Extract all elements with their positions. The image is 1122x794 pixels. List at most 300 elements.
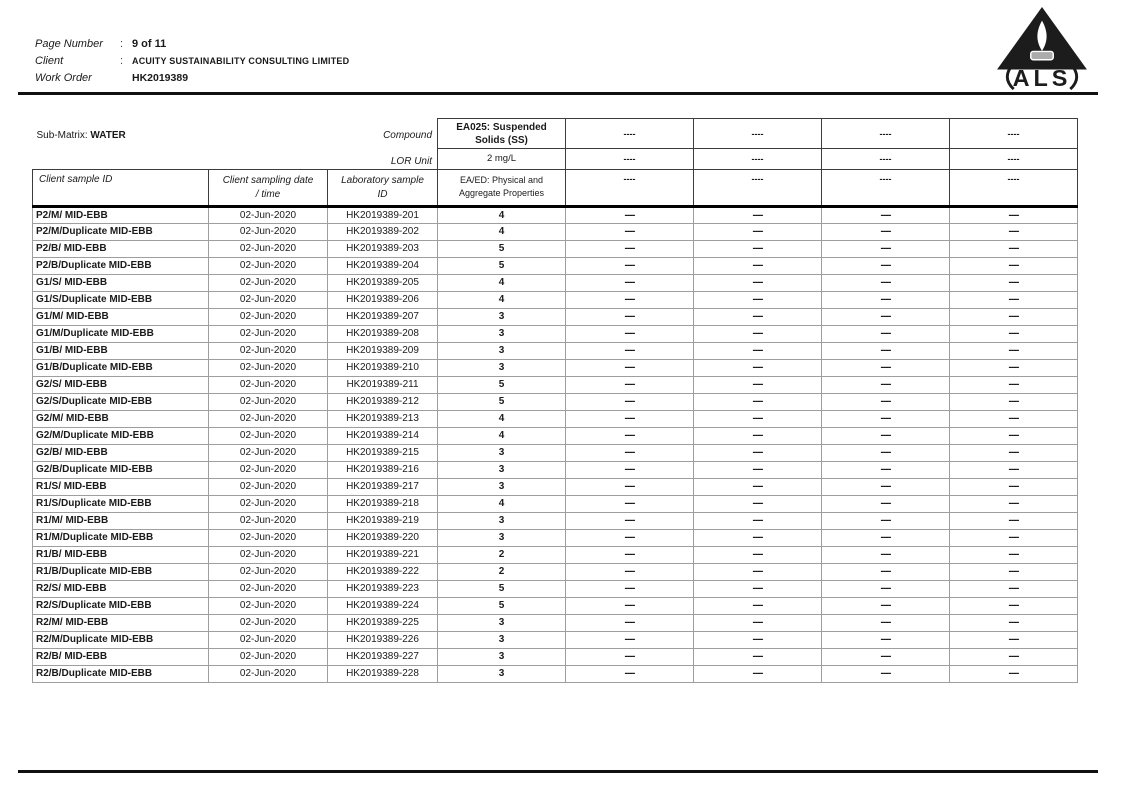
sampling-date-cell: 02-Jun-2020 <box>209 563 328 580</box>
analyte-name-line2: Solids (SS) <box>475 134 528 146</box>
result-placeholder-cell: ---- <box>694 614 822 631</box>
table-row <box>33 223 1078 240</box>
result-placeholder-cell: ---- <box>566 580 694 597</box>
result-placeholder-cell: ---- <box>822 393 950 410</box>
work-order-label: Work Order <box>35 72 92 84</box>
table-row <box>33 546 1078 563</box>
table-row <box>33 563 1078 580</box>
client-sample-id-cell: G1/S/Duplicate MID-EBB <box>33 291 209 308</box>
lab-sample-id-cell: HK2019389-204 <box>328 257 438 274</box>
sampling-date-cell: 02-Jun-2020 <box>209 546 328 563</box>
sampling-date-cell: 02-Jun-2020 <box>209 614 328 631</box>
method-placeholder-cell: ---- <box>950 169 1078 206</box>
client-value: ACUITY SUSTAINABILITY CONSULTING LIMITED <box>132 56 350 66</box>
lor-unit-row <box>33 149 1078 170</box>
compound-placeholder-cell: ---- <box>566 119 694 149</box>
result-placeholder-cell: ---- <box>950 461 1078 478</box>
table-row <box>33 512 1078 529</box>
result-value-cell: 3 <box>438 648 566 665</box>
lab-sample-id-cell: HK2019389-202 <box>328 223 438 240</box>
lab-sample-id-cell: HK2019389-213 <box>328 410 438 427</box>
lab-sample-id-cell: HK2019389-210 <box>328 359 438 376</box>
lab-sample-id-cell: HK2019389-224 <box>328 597 438 614</box>
method-placeholder-cell: ---- <box>822 169 950 206</box>
sampling-date-cell: 02-Jun-2020 <box>209 512 328 529</box>
table-row <box>33 257 1078 274</box>
sampling-date-cell: 02-Jun-2020 <box>209 359 328 376</box>
results-table <box>32 118 1078 683</box>
result-placeholder-cell: ---- <box>822 648 950 665</box>
sampling-date-cell: 02-Jun-2020 <box>209 274 328 291</box>
table-row <box>33 342 1078 359</box>
submatrix-compound-cell <box>33 119 438 149</box>
result-placeholder-cell: ---- <box>950 291 1078 308</box>
result-placeholder-cell: ---- <box>694 376 822 393</box>
result-placeholder-cell: ---- <box>694 257 822 274</box>
sampling-date-cell: 02-Jun-2020 <box>209 648 328 665</box>
result-placeholder-cell: ---- <box>950 376 1078 393</box>
sampling-date-cell: 02-Jun-2020 <box>209 240 328 257</box>
result-placeholder-cell: ---- <box>950 495 1078 512</box>
result-value-cell: 3 <box>438 308 566 325</box>
result-placeholder-cell: ---- <box>694 240 822 257</box>
client-sample-id-cell: R1/M/Duplicate MID-EBB <box>33 529 209 546</box>
lor-unit-label: LOR Unit <box>390 155 432 167</box>
result-placeholder-cell: ---- <box>566 359 694 376</box>
result-placeholder-cell: ---- <box>950 580 1078 597</box>
lab-sample-id-cell: HK2019389-217 <box>328 478 438 495</box>
result-placeholder-cell: ---- <box>566 597 694 614</box>
result-placeholder-cell: ---- <box>950 410 1078 427</box>
sampling-date-cell: 02-Jun-2020 <box>209 393 328 410</box>
sampling-date-cell: 02-Jun-2020 <box>209 461 328 478</box>
table-row <box>33 597 1078 614</box>
result-placeholder-cell: ---- <box>822 461 950 478</box>
result-value-cell: 5 <box>438 393 566 410</box>
lab-sample-id-cell: HK2019389-207 <box>328 308 438 325</box>
lab-sample-id-cell: HK2019389-219 <box>328 512 438 529</box>
result-placeholder-cell: ---- <box>950 393 1078 410</box>
lab-sample-id-cell: HK2019389-225 <box>328 614 438 631</box>
sub-matrix-value: WATER <box>90 129 126 141</box>
result-value-cell: 4 <box>438 410 566 427</box>
result-placeholder-cell: ---- <box>822 206 950 223</box>
result-value-cell: 3 <box>438 665 566 682</box>
sampling-date-cell: 02-Jun-2020 <box>209 665 328 682</box>
result-value-cell: 3 <box>438 325 566 342</box>
work-order-row <box>35 72 349 84</box>
result-placeholder-cell: ---- <box>566 325 694 342</box>
result-placeholder-cell: ---- <box>694 393 822 410</box>
result-placeholder-cell: ---- <box>950 240 1078 257</box>
client-sample-id-cell: P2/B/ MID-EBB <box>33 240 209 257</box>
result-placeholder-cell: ---- <box>950 359 1078 376</box>
result-placeholder-cell: ---- <box>822 563 950 580</box>
result-placeholder-cell: ---- <box>694 308 822 325</box>
result-placeholder-cell: ---- <box>566 444 694 461</box>
result-value-cell: 4 <box>438 427 566 444</box>
method-line2: Aggregate Properties <box>458 187 545 198</box>
page-number-separator: : <box>120 38 124 50</box>
result-placeholder-cell: ---- <box>822 223 950 240</box>
result-placeholder-cell: ---- <box>694 563 822 580</box>
sampling-date-cell: 02-Jun-2020 <box>209 325 328 342</box>
result-placeholder-cell: ---- <box>950 308 1078 325</box>
result-placeholder-cell: ---- <box>694 206 822 223</box>
header-rule <box>18 92 1098 95</box>
result-placeholder-cell: ---- <box>822 376 950 393</box>
client-sample-id-cell: R2/S/Duplicate MID-EBB <box>33 597 209 614</box>
result-placeholder-cell: ---- <box>822 342 950 359</box>
lab-sample-id-cell: HK2019389-208 <box>328 325 438 342</box>
result-placeholder-cell: ---- <box>566 461 694 478</box>
result-value-cell: 5 <box>438 240 566 257</box>
result-placeholder-cell: ---- <box>822 614 950 631</box>
result-placeholder-cell: ---- <box>694 665 822 682</box>
result-placeholder-cell: ---- <box>694 461 822 478</box>
lor-placeholder-cell: ---- <box>822 149 950 170</box>
result-placeholder-cell: ---- <box>566 648 694 665</box>
compound-label: Compound <box>383 129 432 141</box>
lab-sample-id-cell: HK2019389-215 <box>328 444 438 461</box>
sampling-date-cell: 02-Jun-2020 <box>209 410 328 427</box>
result-placeholder-cell: ---- <box>950 342 1078 359</box>
result-placeholder-cell: ---- <box>822 291 950 308</box>
result-placeholder-cell: ---- <box>822 529 950 546</box>
table-row <box>33 580 1078 597</box>
result-value-cell: 3 <box>438 444 566 461</box>
client-sample-id-cell: G1/M/Duplicate MID-EBB <box>33 325 209 342</box>
method-line1: EA/ED: Physical and <box>459 174 544 185</box>
table-row <box>33 274 1078 291</box>
result-value-cell: 5 <box>438 257 566 274</box>
result-placeholder-cell: ---- <box>822 580 950 597</box>
lab-sample-id-cell: HK2019389-212 <box>328 393 438 410</box>
sampling-date-cell: 02-Jun-2020 <box>209 631 328 648</box>
result-placeholder-cell: ---- <box>950 546 1078 563</box>
result-value-cell: 3 <box>438 342 566 359</box>
result-placeholder-cell: ---- <box>822 546 950 563</box>
column-header-client-sample-id: Client sample ID <box>33 169 209 206</box>
result-placeholder-cell: ---- <box>822 359 950 376</box>
client-sample-id-cell: R2/M/Duplicate MID-EBB <box>33 631 209 648</box>
result-value-cell: 3 <box>438 359 566 376</box>
result-placeholder-cell: ---- <box>950 512 1078 529</box>
lab-sample-id-cell: HK2019389-228 <box>328 665 438 682</box>
result-placeholder-cell: ---- <box>694 478 822 495</box>
table-row <box>33 359 1078 376</box>
lab-sample-id-cell: HK2019389-201 <box>328 206 438 223</box>
result-placeholder-cell: ---- <box>950 631 1078 648</box>
table-row <box>33 614 1078 631</box>
result-value-cell: 5 <box>438 597 566 614</box>
result-placeholder-cell: ---- <box>822 665 950 682</box>
result-placeholder-cell: ---- <box>566 308 694 325</box>
lab-sample-id-cell: HK2019389-203 <box>328 240 438 257</box>
column-header-sampling-date <box>209 169 328 206</box>
result-placeholder-cell: ---- <box>822 274 950 291</box>
client-sample-id-cell: G1/M/ MID-EBB <box>33 308 209 325</box>
sampling-date-cell: 02-Jun-2020 <box>209 597 328 614</box>
analyte-name-cell <box>438 119 566 149</box>
page-number-label: Page Number <box>35 38 103 50</box>
client-sample-id-cell: G1/B/Duplicate MID-EBB <box>33 359 209 376</box>
als-logo-icon <box>992 5 1092 91</box>
result-placeholder-cell: ---- <box>694 512 822 529</box>
lab-sample-id-cell: HK2019389-211 <box>328 376 438 393</box>
lor-unit-value-cell: 2 mg/L <box>438 149 566 170</box>
client-sample-id-cell: R1/B/ MID-EBB <box>33 546 209 563</box>
client-sample-id-cell: G1/B/ MID-EBB <box>33 342 209 359</box>
compound-placeholder-cell: ---- <box>694 119 822 149</box>
result-value-cell: 3 <box>438 478 566 495</box>
table-row <box>33 444 1078 461</box>
client-sample-id-cell: R1/M/ MID-EBB <box>33 512 209 529</box>
result-placeholder-cell: ---- <box>950 614 1078 631</box>
sampling-date-cell: 02-Jun-2020 <box>209 223 328 240</box>
table-row <box>33 529 1078 546</box>
sampling-date-line1: Client sampling date <box>222 174 314 186</box>
client-sample-id-cell: R1/B/Duplicate MID-EBB <box>33 563 209 580</box>
result-placeholder-cell: ---- <box>694 359 822 376</box>
result-placeholder-cell: ---- <box>950 427 1078 444</box>
table-row <box>33 393 1078 410</box>
result-value-cell: 3 <box>438 461 566 478</box>
result-placeholder-cell: ---- <box>566 342 694 359</box>
result-placeholder-cell: ---- <box>566 223 694 240</box>
client-sample-id-cell: R2/B/Duplicate MID-EBB <box>33 665 209 682</box>
result-placeholder-cell: ---- <box>950 478 1078 495</box>
lab-sample-id-cell: HK2019389-226 <box>328 631 438 648</box>
client-row <box>35 55 349 67</box>
result-placeholder-cell: ---- <box>566 257 694 274</box>
compound-placeholder-cell: ---- <box>822 119 950 149</box>
sampling-date-line2: / time <box>255 188 281 200</box>
sampling-date-cell: 02-Jun-2020 <box>209 206 328 223</box>
result-value-cell: 3 <box>438 529 566 546</box>
table-row <box>33 461 1078 478</box>
result-placeholder-cell: ---- <box>566 529 694 546</box>
lor-unit-label-cell <box>33 149 438 170</box>
result-placeholder-cell: ---- <box>566 614 694 631</box>
client-label: Client <box>35 55 64 67</box>
lab-sample-id-line1: Laboratory sample <box>341 174 424 186</box>
result-placeholder-cell: ---- <box>694 427 822 444</box>
table-row <box>33 410 1078 427</box>
result-placeholder-cell: ---- <box>694 325 822 342</box>
result-placeholder-cell: ---- <box>566 274 694 291</box>
column-header-row <box>33 169 1078 206</box>
lab-sample-id-cell: HK2019389-214 <box>328 427 438 444</box>
sampling-date-cell: 02-Jun-2020 <box>209 580 328 597</box>
logo-burner-base <box>1031 51 1053 59</box>
sampling-date-cell: 02-Jun-2020 <box>209 342 328 359</box>
result-placeholder-cell: ---- <box>822 444 950 461</box>
result-placeholder-cell: ---- <box>822 478 950 495</box>
lab-sample-id-cell: HK2019389-221 <box>328 546 438 563</box>
result-placeholder-cell: ---- <box>694 597 822 614</box>
result-placeholder-cell: ---- <box>950 444 1078 461</box>
table-row <box>33 665 1078 682</box>
table-row <box>33 240 1078 257</box>
result-placeholder-cell: ---- <box>822 495 950 512</box>
result-value-cell: 5 <box>438 376 566 393</box>
result-placeholder-cell: ---- <box>566 631 694 648</box>
result-placeholder-cell: ---- <box>694 546 822 563</box>
result-placeholder-cell: ---- <box>822 597 950 614</box>
client-sample-id-cell: R2/S/ MID-EBB <box>33 580 209 597</box>
result-value-cell: 2 <box>438 563 566 580</box>
result-placeholder-cell: ---- <box>950 274 1078 291</box>
lab-sample-id-cell: HK2019389-205 <box>328 274 438 291</box>
result-placeholder-cell: ---- <box>822 325 950 342</box>
client-sample-id-cell: G2/B/Duplicate MID-EBB <box>33 461 209 478</box>
sampling-date-cell: 02-Jun-2020 <box>209 427 328 444</box>
result-value-cell: 5 <box>438 580 566 597</box>
result-value-cell: 4 <box>438 495 566 512</box>
client-sample-id-cell: P2/M/ MID-EBB <box>33 206 209 223</box>
result-placeholder-cell: ---- <box>694 580 822 597</box>
result-placeholder-cell: ---- <box>950 257 1078 274</box>
table-row <box>33 648 1078 665</box>
method-placeholder-cell: ---- <box>694 169 822 206</box>
result-value-cell: 4 <box>438 206 566 223</box>
result-placeholder-cell: ---- <box>566 478 694 495</box>
result-placeholder-cell: ---- <box>694 444 822 461</box>
client-sample-id-cell: G2/S/Duplicate MID-EBB <box>33 393 209 410</box>
result-placeholder-cell: ---- <box>566 546 694 563</box>
table-row <box>33 478 1078 495</box>
result-value-cell: 4 <box>438 274 566 291</box>
method-placeholder-cell: ---- <box>566 169 694 206</box>
lab-sample-id-cell: HK2019389-220 <box>328 529 438 546</box>
client-sample-id-cell: G2/M/ MID-EBB <box>33 410 209 427</box>
sampling-date-cell: 02-Jun-2020 <box>209 257 328 274</box>
sampling-date-cell: 02-Jun-2020 <box>209 478 328 495</box>
result-value-cell: 3 <box>438 631 566 648</box>
table-row <box>33 206 1078 223</box>
compound-placeholder-cell: ---- <box>950 119 1078 149</box>
page-number-row <box>35 38 349 50</box>
client-sample-id-cell: R2/M/ MID-EBB <box>33 614 209 631</box>
result-placeholder-cell: ---- <box>566 512 694 529</box>
lab-sample-id-cell: HK2019389-216 <box>328 461 438 478</box>
sampling-date-cell: 02-Jun-2020 <box>209 495 328 512</box>
client-sample-id-cell: G2/B/ MID-EBB <box>33 444 209 461</box>
sub-matrix-label: Sub-Matrix: <box>36 129 88 141</box>
client-sample-id-cell: G2/M/Duplicate MID-EBB <box>33 427 209 444</box>
client-sample-id-cell: R1/S/ MID-EBB <box>33 478 209 495</box>
result-placeholder-cell: ---- <box>694 342 822 359</box>
result-placeholder-cell: ---- <box>566 410 694 427</box>
table-row <box>33 325 1078 342</box>
result-placeholder-cell: ---- <box>566 206 694 223</box>
result-placeholder-cell: ---- <box>822 631 950 648</box>
table-row <box>33 495 1078 512</box>
result-placeholder-cell: ---- <box>566 393 694 410</box>
lor-placeholder-cell: ---- <box>950 149 1078 170</box>
result-placeholder-cell: ---- <box>950 529 1078 546</box>
result-value-cell: 3 <box>438 512 566 529</box>
result-value-cell: 2 <box>438 546 566 563</box>
sub-matrix <box>37 130 126 141</box>
lab-sample-id-cell: HK2019389-209 <box>328 342 438 359</box>
sampling-date-cell: 02-Jun-2020 <box>209 308 328 325</box>
result-placeholder-cell: ---- <box>950 648 1078 665</box>
client-separator: : <box>120 55 124 67</box>
result-placeholder-cell: ---- <box>694 223 822 240</box>
sampling-date-cell: 02-Jun-2020 <box>209 444 328 461</box>
method-cell <box>438 169 566 206</box>
compound-header-row <box>33 119 1078 149</box>
result-placeholder-cell: ---- <box>694 631 822 648</box>
result-placeholder-cell: ---- <box>822 410 950 427</box>
work-order-value: HK2019389 <box>132 72 189 84</box>
result-placeholder-cell: ---- <box>694 529 822 546</box>
result-placeholder-cell: ---- <box>950 325 1078 342</box>
page-header <box>35 38 349 89</box>
logo-text: ALS <box>1012 65 1072 91</box>
result-placeholder-cell: ---- <box>822 512 950 529</box>
result-placeholder-cell: ---- <box>822 308 950 325</box>
client-sample-id-cell: G1/S/ MID-EBB <box>33 274 209 291</box>
result-placeholder-cell: ---- <box>950 665 1078 682</box>
footer-rule <box>18 770 1098 773</box>
lab-sample-id-line2: ID <box>377 188 388 200</box>
results-table-container <box>32 118 1077 683</box>
client-sample-id-cell: R2/B/ MID-EBB <box>33 648 209 665</box>
result-placeholder-cell: ---- <box>566 240 694 257</box>
result-value-cell: 3 <box>438 614 566 631</box>
result-placeholder-cell: ---- <box>694 410 822 427</box>
result-value-cell: 4 <box>438 223 566 240</box>
result-placeholder-cell: ---- <box>694 291 822 308</box>
result-placeholder-cell: ---- <box>950 223 1078 240</box>
client-sample-id-cell: P2/B/Duplicate MID-EBB <box>33 257 209 274</box>
column-header-lab-sample-id <box>328 169 438 206</box>
client-sample-id-cell: P2/M/Duplicate MID-EBB <box>33 223 209 240</box>
result-value-cell: 4 <box>438 291 566 308</box>
lab-sample-id-cell: HK2019389-223 <box>328 580 438 597</box>
lab-sample-id-cell: HK2019389-206 <box>328 291 438 308</box>
lab-sample-id-cell: HK2019389-222 <box>328 563 438 580</box>
lab-sample-id-cell: HK2019389-227 <box>328 648 438 665</box>
client-sample-id-cell: R1/S/Duplicate MID-EBB <box>33 495 209 512</box>
result-placeholder-cell: ---- <box>694 274 822 291</box>
result-placeholder-cell: ---- <box>566 291 694 308</box>
result-placeholder-cell: ---- <box>822 427 950 444</box>
sampling-date-cell: 02-Jun-2020 <box>209 376 328 393</box>
analyte-name-line1: EA025: Suspended <box>456 121 547 133</box>
result-placeholder-cell: ---- <box>694 648 822 665</box>
result-placeholder-cell: ---- <box>950 563 1078 580</box>
table-row <box>33 308 1078 325</box>
table-row <box>33 291 1078 308</box>
result-placeholder-cell: ---- <box>566 563 694 580</box>
table-row <box>33 631 1078 648</box>
client-sample-id-cell: G2/S/ MID-EBB <box>33 376 209 393</box>
sampling-date-cell: 02-Jun-2020 <box>209 291 328 308</box>
result-placeholder-cell: ---- <box>566 376 694 393</box>
result-placeholder-cell: ---- <box>694 495 822 512</box>
page-number-value: 9 of 11 <box>132 38 167 50</box>
result-placeholder-cell: ---- <box>566 665 694 682</box>
table-row <box>33 427 1078 444</box>
result-placeholder-cell: ---- <box>566 427 694 444</box>
result-placeholder-cell: ---- <box>822 257 950 274</box>
result-placeholder-cell: ---- <box>950 597 1078 614</box>
sampling-date-cell: 02-Jun-2020 <box>209 529 328 546</box>
